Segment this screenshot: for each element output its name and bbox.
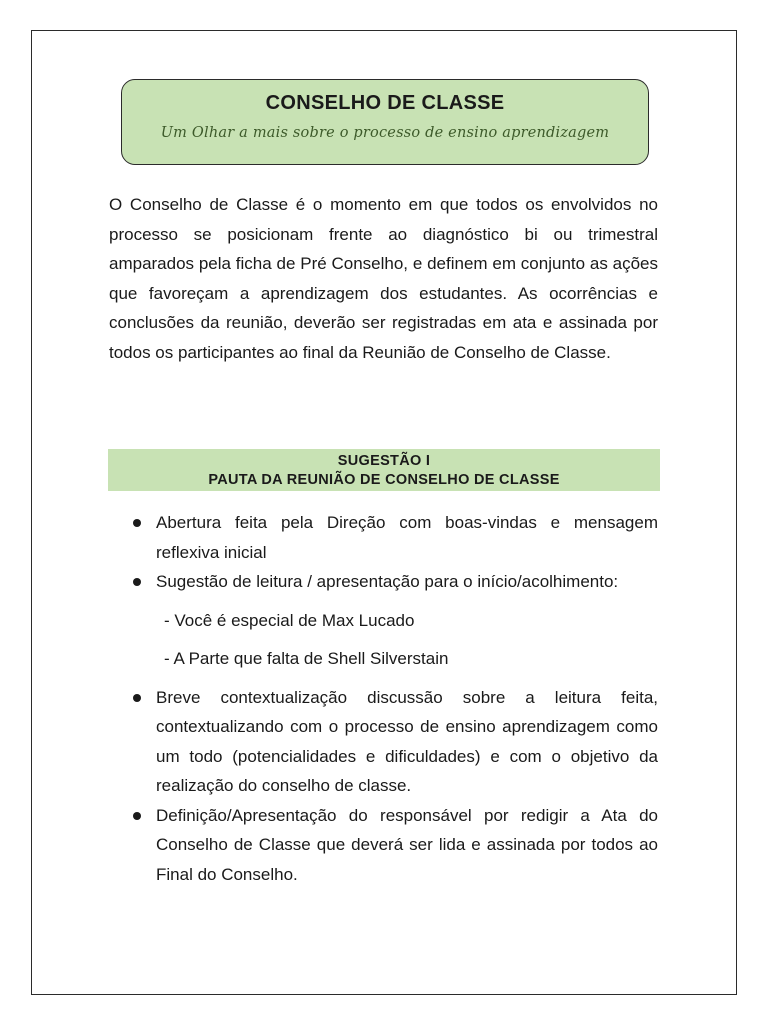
- page-title: CONSELHO DE CLASSE: [265, 92, 505, 114]
- agenda-list: [109, 508, 658, 889]
- agenda-item-minutes: [109, 801, 658, 890]
- reading-item: - Você é especial de Max Lucado: [164, 610, 415, 630]
- bullet-icon: [133, 519, 141, 527]
- reading-list: [109, 606, 658, 674]
- suggestion-title: PAUTA DA REUNIÃO DE CONSELHO DE CLASSE: [208, 472, 560, 488]
- agenda-item-opening: [109, 508, 658, 567]
- agenda-item-text: Sugestão de leitura / apresentação para o início/acolhimento:: [156, 572, 619, 591]
- bullet-icon: [133, 578, 141, 586]
- agenda-item-text: Abertura feita pela Direção com boas-vindas e mensagem reflexiva inicial: [156, 513, 658, 562]
- agenda-item-reading: [109, 567, 658, 597]
- agenda-item-text: Breve contextualização discussão sobre a leitura feita, contextualizando com o processo de ensino aprendizagem como um todo (potencialidades e dificuldades) e com o objetivo da realização do conselho de classe.: [156, 687, 658, 795]
- suggestion-label: SUGESTÃO I: [337, 453, 431, 469]
- title-box: [121, 79, 649, 165]
- suggestion-banner: [108, 449, 660, 491]
- agenda-item-contextualization: [109, 683, 658, 801]
- intro-paragraph: O Conselho de Classe é o momento em que todos os envolvidos no processo se posicionam frente ao diagnóstico bi ou trimestral amparados pela ficha de Pré Conselho, e definem em conjunto as ações que favoreçam a aprendizagem dos estudantes. As ocorrências e conclusões da reunião, deverão ser registradas em ata e assinada por todos os participantes ao final da Reunião de Conselho de Classe.: [109, 195, 658, 362]
- page-subtitle: Um Olhar a mais sobre o processo de ensino aprendizagem: [160, 125, 610, 141]
- bullet-icon: [133, 812, 141, 820]
- agenda-item-text: Definição/Apresentação do responsável por redigir a Ata do Conselho de Classe que deverá ser lida e assinada por todos ao Final do Conselho.: [156, 805, 658, 884]
- reading-item: - A Parte que falta de Shell Silverstain: [164, 649, 449, 668]
- bullet-icon: [133, 694, 141, 702]
